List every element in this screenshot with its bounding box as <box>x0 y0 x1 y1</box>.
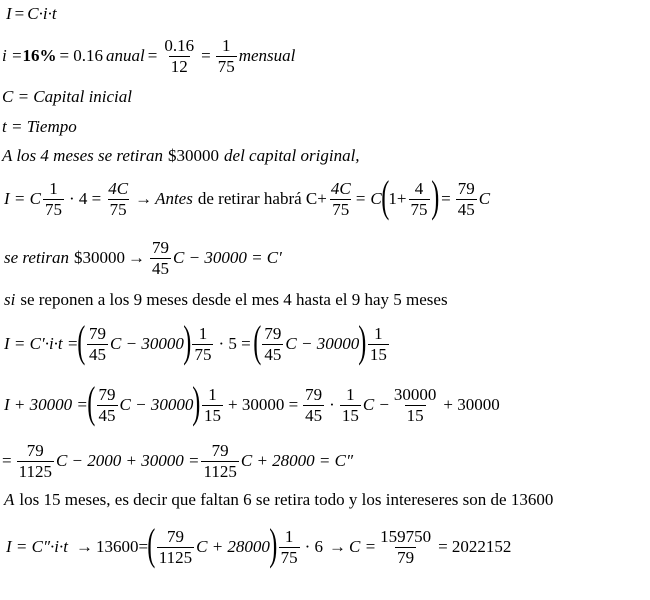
denominator: 15 <box>406 405 424 425</box>
expr: C − 30000 <box>285 334 360 353</box>
numerator: 1 <box>346 384 355 404</box>
denominator: 45 <box>264 344 282 364</box>
fraction <box>329 180 353 219</box>
denominator: 75 <box>44 199 62 219</box>
symbol-c: C <box>478 189 491 208</box>
final-solution <box>6 518 514 576</box>
fraction <box>87 325 108 364</box>
interest-plus-30000 <box>4 377 503 433</box>
lhs: I = C′·i·t = <box>4 334 79 353</box>
numerator: 4 <box>414 178 424 198</box>
interest-cprime <box>4 316 391 372</box>
lhs: I = C <box>4 189 41 208</box>
right-paren: ) <box>192 378 201 427</box>
fraction-1-75 <box>216 37 237 76</box>
numerator: 4C <box>330 178 351 198</box>
numerator: 30000 <box>393 384 437 404</box>
lhs: I + 30000 = <box>4 395 88 414</box>
numerator: 1 <box>221 35 231 55</box>
antes-label: Antes <box>155 189 193 208</box>
withdrawal-amount: $30000 <box>168 146 220 165</box>
numerator: 1 <box>198 323 208 343</box>
denominator: 15 <box>341 405 359 425</box>
withdrawal-pre: A los 4 meses se retiran <box>2 146 164 165</box>
denominator: 45 <box>98 405 116 425</box>
fraction <box>409 180 430 219</box>
equals: = <box>147 46 158 65</box>
a-label: A <box>4 490 15 509</box>
right-paren: ) <box>183 317 192 366</box>
equals: = <box>14 4 25 23</box>
fraction-016-12 <box>162 37 196 76</box>
numerator: 0.16 <box>164 35 195 55</box>
denominator: 12 <box>170 56 188 76</box>
denominator: 75 <box>194 344 212 364</box>
c-equals: C = <box>349 537 377 556</box>
denominator: 15 <box>369 344 387 364</box>
numerator: 1 <box>49 178 58 198</box>
mensual-label: mensual <box>238 46 296 65</box>
fraction <box>17 442 54 481</box>
rate-lhs: i = <box>2 46 23 65</box>
numerator: 4C <box>108 178 129 198</box>
one-plus: 1+ <box>388 189 407 208</box>
numerator: 79 <box>152 237 170 257</box>
replenish-text: se reponen a los 9 meses desde el mes 4 hasta el 9 hay 5 meses <box>20 290 448 309</box>
right-paren: ) <box>269 520 278 569</box>
fraction <box>368 325 389 364</box>
times-five: · 5 = <box>218 334 251 353</box>
time-definition: t = Tiempo <box>2 117 77 136</box>
retiran-label: se retiran <box>4 248 70 267</box>
withdrawal-statement <box>2 145 360 167</box>
dot: · <box>329 395 335 414</box>
left-paren: ( <box>77 317 86 366</box>
numerator: 1 <box>208 384 217 404</box>
numerator: 1 <box>284 526 294 546</box>
denominator: 45 <box>457 199 475 219</box>
formula-interest <box>6 2 57 26</box>
expr: C − 30000 <box>119 395 194 414</box>
denominator: 75 <box>280 547 298 567</box>
numerator: 79 <box>26 440 44 460</box>
replenish-statement <box>4 289 448 311</box>
denominator: 79 <box>397 547 415 567</box>
result: = 2022152 <box>438 537 512 556</box>
equals: = <box>201 46 211 65</box>
denominator: 1125 <box>18 461 52 481</box>
fraction <box>303 386 324 425</box>
formula-rhs: C·i·t <box>27 4 57 23</box>
fraction <box>201 442 238 481</box>
fraction <box>279 528 300 567</box>
right-paren: ) <box>358 317 367 366</box>
equals-c: = C <box>354 189 382 208</box>
numerator: 79 <box>264 323 282 343</box>
denominator: 75 <box>217 56 235 76</box>
numerator: 79 <box>166 526 184 546</box>
fraction <box>43 180 64 219</box>
fraction <box>202 386 223 425</box>
left-paren: ( <box>87 378 96 427</box>
arrow-icon: → <box>76 537 93 556</box>
fraction <box>392 386 439 425</box>
times-six: · 6 <box>304 537 324 556</box>
denominator: 45 <box>152 258 170 278</box>
times-four: · 4 = <box>68 189 102 208</box>
left-paren: ( <box>253 317 262 366</box>
c-double-prime <box>2 436 353 486</box>
fraction <box>456 180 477 219</box>
fraction <box>340 386 361 425</box>
left-paren: ( <box>381 172 390 221</box>
fraction <box>192 325 213 364</box>
final-text: los 15 meses, es decir que faltan 6 se retira todo y los intereseres son de 13600 <box>19 490 554 509</box>
equals: = <box>2 451 12 470</box>
amount: $30000 <box>74 248 126 267</box>
expr: C − 30000 <box>110 334 184 353</box>
right-paren: ) <box>430 172 439 221</box>
fraction <box>378 528 433 567</box>
withdrawal-post: del capital original, <box>224 146 360 165</box>
symbol-i: I <box>6 4 12 23</box>
denominator: 15 <box>203 405 221 425</box>
numerator: 79 <box>305 384 323 404</box>
arrow-icon: → <box>128 248 146 267</box>
withdrawal-result <box>4 233 282 283</box>
fraction <box>106 180 130 219</box>
numerator: 79 <box>98 384 116 404</box>
denominator: 75 <box>109 199 127 219</box>
plus-30000: + 30000 = <box>227 395 299 414</box>
c-minus: C − <box>362 395 390 414</box>
denominator: 45 <box>89 344 107 364</box>
anual-label: anual <box>106 46 145 65</box>
equals: = <box>441 189 451 208</box>
fraction <box>157 528 194 567</box>
rate-definition <box>2 32 295 80</box>
denominator: 1125 <box>158 547 193 567</box>
fraction <box>150 239 171 278</box>
denominator: 45 <box>305 405 323 425</box>
numerator: 79 <box>89 323 107 343</box>
habra-text: de retirar habrá C+ <box>197 189 327 208</box>
si-label: si <box>4 290 16 309</box>
rate-percent: 16% <box>22 46 57 65</box>
left-paren: ( <box>147 520 156 569</box>
expr: C − 2000 + 30000 = <box>55 451 200 470</box>
numerator: 79 <box>457 178 475 198</box>
plus-30000: + 30000 <box>443 395 500 414</box>
numerator: 79 <box>211 440 229 460</box>
rate-decimal: = 0.16 <box>59 46 104 65</box>
fraction <box>97 386 118 425</box>
expr: C + 28000 <box>196 537 270 556</box>
numerator: 1 <box>374 323 383 343</box>
numerator: 159750 <box>380 526 432 546</box>
denominator: 1125 <box>203 461 237 481</box>
denominator: 75 <box>332 199 350 219</box>
arrow-icon: → <box>135 189 153 208</box>
arrow-icon: → <box>329 537 347 556</box>
final-statement <box>4 489 553 511</box>
c-prime-result: C − 30000 = C′ <box>173 248 282 267</box>
capital-definition: C = Capital inicial <box>2 87 133 106</box>
lhs: I = C″·i·t <box>6 537 68 556</box>
denominator: 75 <box>410 199 428 219</box>
fraction <box>262 325 283 364</box>
expr: C + 28000 = C″ <box>240 451 354 470</box>
interest-before-withdrawal <box>4 173 490 225</box>
interest-value: 13600= <box>96 537 149 556</box>
